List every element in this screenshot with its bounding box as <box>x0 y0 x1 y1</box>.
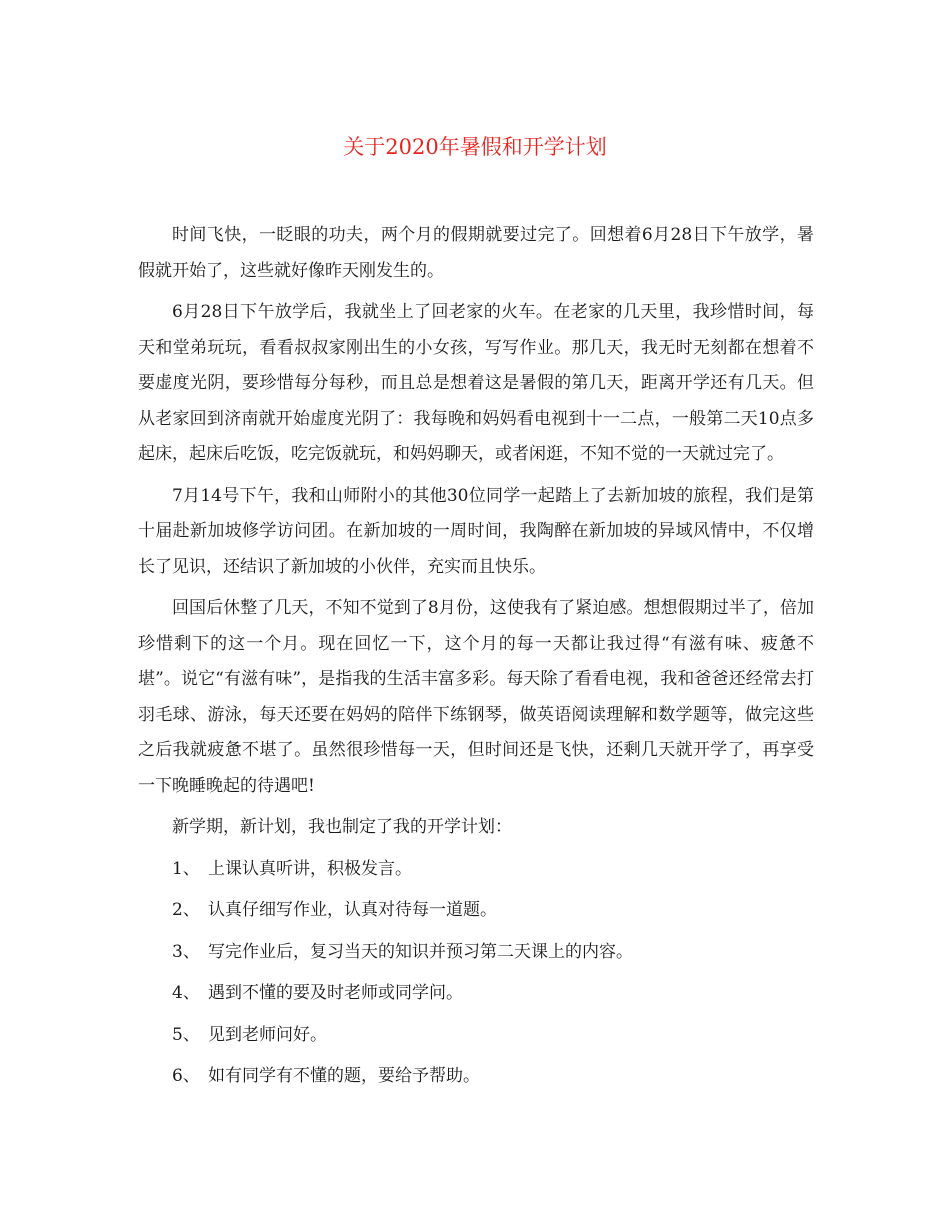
list-item-number: 1、 <box>172 858 200 879</box>
list-item-number: 6、 <box>172 1066 200 1086</box>
document-body <box>138 218 814 1101</box>
paragraph-intro: 时间飞快，一眨眼的功夫，两个月的假期就要过完了。回想着6月28日下午放学，暑假就开始了，这些就好像昨天刚发生的。 <box>138 225 814 281</box>
list-item-text: 遇到不懂的要及时老师或同学问。 <box>208 983 463 1003</box>
list-item <box>138 1059 814 1095</box>
list-item <box>138 1018 814 1054</box>
list-item-text: 认真仔细写作业，认真对待每一道题。 <box>208 900 497 920</box>
list-item-number: 5、 <box>172 1024 200 1045</box>
plan-list <box>138 852 814 1095</box>
list-item-text: 上课认真听讲，积极发言。 <box>208 858 412 879</box>
list-item <box>138 852 814 888</box>
list-item <box>138 893 814 929</box>
list-item-text: 写完作业后，复习当天的知识并预习第二天课上的内容。 <box>208 941 633 962</box>
paragraph-august: 回国后休整了几天，不知不觉到了8月份，这使我有了紧迫感。想想假期过半了，倍加珍惜剩下的这一个月。现在回忆一下，这个月的每一天都让我过得“有滋有味、疲惫不堪”。说它“有滋有味”，是指我的生活丰富多彩。每天除了看看电视，我和爸爸还经常去打羽毛球、游泳，每天还要在妈妈的陪伴下练钢琴，做英语阅读理解和数学题等，做完这些之后我就疲惫不堪了。虽然很珍惜每一天，但时间还是飞快，还剩几天就开学了，再享受一下晚睡晚起的待遇吧! <box>138 598 814 796</box>
list-item-number: 2、 <box>172 900 200 920</box>
list-item <box>138 935 814 971</box>
paragraph-hometown: 6月28日下午放学后，我就坐上了回老家的火车。在老家的几天里，我珍惜时间，每天和堂弟玩玩，看看叔叔家刚出生的小女孩，写写作业。那几天，我无时无刻都在想着不要虚度光阴，要珍惜每分每秒，而且总是想着这是暑假的第几天，距离开学还有几天。但从老家回到济南就开始虚度光阴了：我每晚和妈妈看电视到十一二点，一般第二天10点多起床，起床后吃饭，吃完饭就玩，和妈妈聊天，或者闲逛，不知不觉的一天就过完了。 <box>138 302 814 464</box>
list-item-number: 4、 <box>172 983 200 1003</box>
list-item-number: 3、 <box>172 941 200 962</box>
list-item-text: 如有同学有不懂的题，要给予帮助。 <box>208 1066 480 1086</box>
document-title: 关于2020年暑假和开学计划 <box>343 135 607 159</box>
list-item <box>138 976 814 1012</box>
list-item-text: 见到老师问好。 <box>208 1024 327 1045</box>
paragraph-plan-intro: 新学期，新计划，我也制定了我的开学计划： <box>172 817 512 837</box>
paragraph-singapore: 7月14号下午，我和山师附小的其他30位同学一起踏上了去新加坡的旅程，我们是第十届赴新加坡修学访问团。在新加坡的一周时间，我陶醉在新加坡的异域风情中，不仅增长了见识，还结识了新加坡的小伙伴，充实而且快乐。 <box>138 485 814 577</box>
